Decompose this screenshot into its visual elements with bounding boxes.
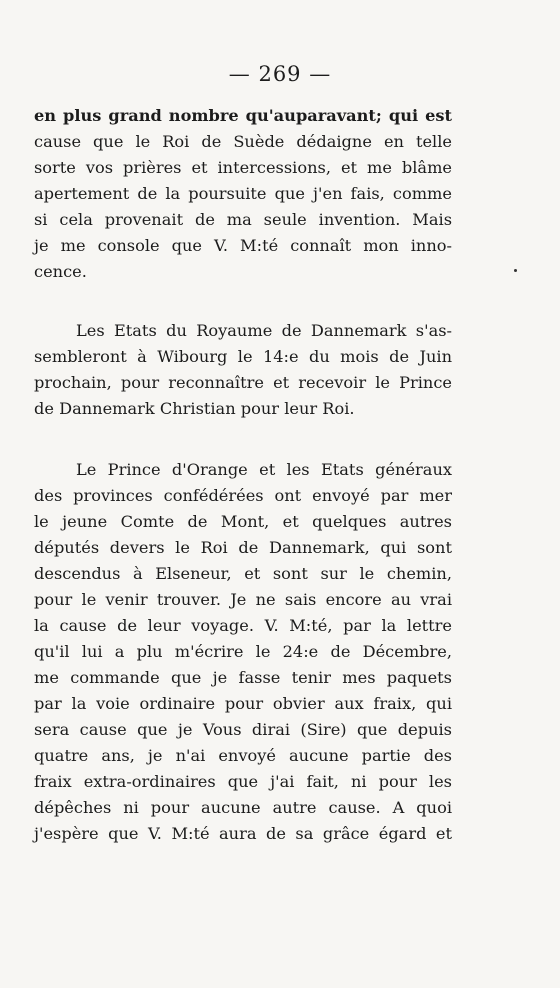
text-line: cause que le Roi de Suède dédaigne en telle — [34, 132, 452, 151]
page-number: — 269 — — [228, 62, 332, 86]
text-line: si cela provenait de ma seule invention. Mais — [34, 210, 452, 229]
text-line: la cause de leur voyage. V. M:té, par la lettre — [34, 616, 452, 635]
text-line: sembleront à Wibourg le 14:e du mois de Juin — [34, 347, 452, 366]
text-line: je me console que V. M:té connaît mon inno- — [34, 236, 452, 255]
text-line: députés devers le Roi de Dannemark, qui sont — [34, 538, 452, 557]
text-line: en plus grand nombre qu'auparavant; qui est — [34, 106, 452, 125]
paragraph-3 — [34, 457, 452, 847]
text-line: j'espère que V. M:té aura de sa grâce égard et — [34, 824, 452, 843]
text-line: descendus à Elseneur, et sont sur le chemin, — [34, 564, 452, 583]
text-line: dépêches ni pour aucune autre cause. A quoi — [34, 798, 452, 817]
text-line: Le Prince d'Orange et les Etats généraux — [76, 460, 452, 479]
paragraph-1 — [34, 103, 452, 285]
text-line: qu'il lui a plu m'écrire le 24:e de Décembre, — [34, 642, 452, 661]
text-line: sorte vos prières et intercessions, et me blâme — [34, 158, 452, 177]
text-line: par la voie ordinaire pour obvier aux fraix, qui — [34, 694, 452, 713]
text-line: apertement de la poursuite que j'en fais, comme — [34, 184, 452, 203]
text-line: Les Etats du Royaume de Dannemark s'as- — [76, 321, 452, 340]
ink-speck — [514, 269, 517, 272]
text-line: le jeune Comte de Mont, et quelques autres — [34, 512, 452, 531]
text-line: pour le venir trouver. Je ne sais encore au vrai — [34, 590, 452, 609]
text-line: quatre ans, je n'ai envoyé aucune partie des — [34, 746, 452, 765]
text-line: fraix extra-ordinaires que j'ai fait, ni pour les — [34, 772, 452, 791]
text-line: sera cause que je Vous dirai (Sire) que depuis — [34, 720, 452, 739]
text-line: cence. — [34, 262, 87, 281]
text-line: me commande que je fasse tenir mes paquets — [34, 668, 452, 687]
text-line: prochain, pour reconnaître et recevoir le Prince — [34, 373, 452, 392]
text-line: de Dannemark Christian pour leur Roi. — [34, 399, 355, 418]
text-line: des provinces confédérées ont envoyé par mer — [34, 486, 452, 505]
paragraph-2 — [34, 318, 452, 422]
